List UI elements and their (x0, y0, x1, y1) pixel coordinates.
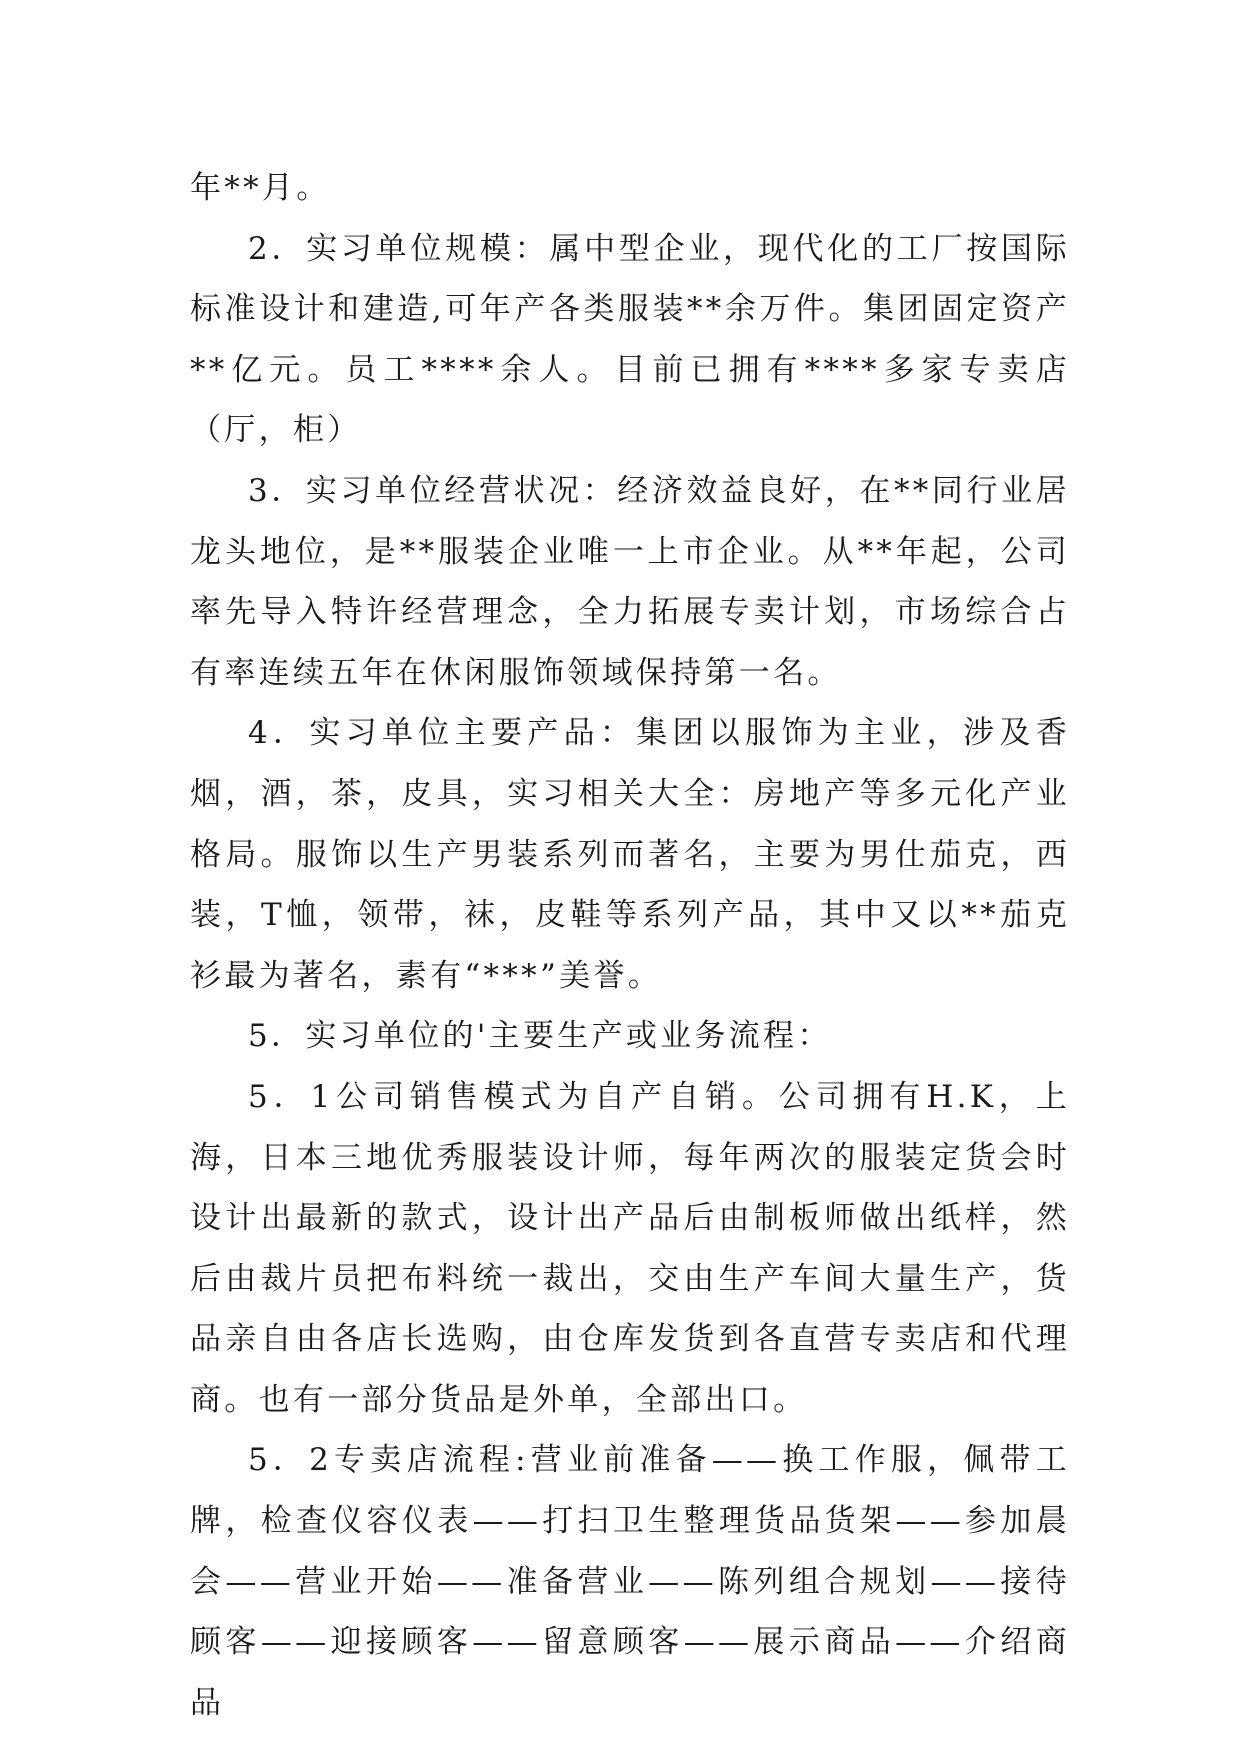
paragraph-store-process: 5．2专卖店流程:营业前准备——换工作服，佩带工牌，检查仪容仪表——打扫卫生整理货品货架——参加晨会——营业开始——准备营业——陈列组合规划——接待顾客——迎接顾客——留意顾客——展示商品——介绍商品 (190, 1442, 1070, 1721)
paragraph-scale: 2．实习单位规模：属中型企业，现代化的工厂按国际标准设计和建造,可年产各类服装**余万件。集团固定资产**亿元。员工****余人。目前已拥有****多家专卖店（厅，柜） (190, 230, 1070, 449)
document-body (190, 158, 1070, 1733)
paragraph-process-heading: 5．实习单位的'主要生产或业务流程： (248, 1018, 832, 1055)
paragraph-continuation: 年**月。 (190, 170, 331, 206)
paragraph-products: 4．实习单位主要产品：集团以服饰为主业，涉及香烟，酒，茶，皮具，实习相关大全：房地产等多元化产业格局。服饰以生产男装系列而著名，主要为男仕茄克，西装，T恤，领带，袜，皮鞋等系列产品，其中又以**茄克衫最为著名，素有“***”美誉。 (190, 715, 1070, 994)
paragraph-operations: 3．实习单位经营状况：经济效益良好，在**同行业居龙头地位，是**服装企业唯一上市企业。从**年起，公司率先导入特许经营理念，全力拓展专卖计划，市场综合占有率连续五年在休闲服饰领域保持第一名。 (190, 472, 1070, 691)
paragraph-sales-model: 5．1公司销售模式为自产自销。公司拥有H.K，上海，日本三地优秀服装设计师，每年两次的服装定货会时设计出最新的款式，设计出产品后由制板师做出纸样，然后由裁片员把布料统一裁出，交由生产车间大量生产，货品亲自由各店长选购，由仓库发货到各直营专卖店和代理商。也有一部分货品是外单，全部出口。 (190, 1078, 1070, 1418)
